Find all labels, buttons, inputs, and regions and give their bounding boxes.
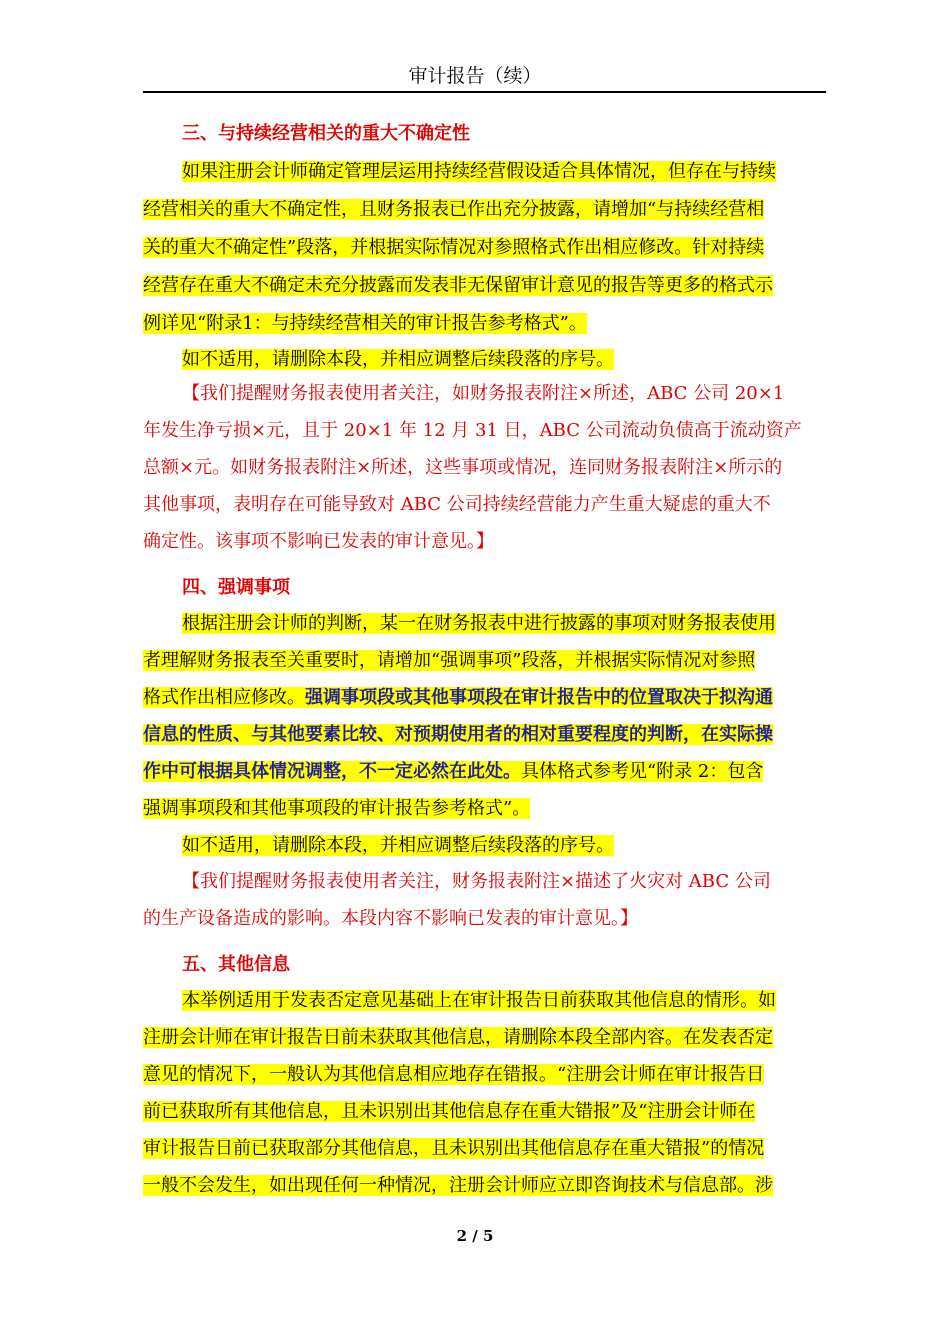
section-3-para-1-line: 例详见“附录1：与持续经营相关的审计报告参考格式”。	[143, 313, 587, 334]
section-4-para-1-line: 强调事项段和其他事项段的审计报告参考格式”。	[143, 798, 531, 819]
section-5-para-1-line: 一般不会发生，如出现任何一种情况，注册会计师应立即咨询技术与信息部。涉	[143, 1175, 773, 1196]
section-4-para-3-line: 的生产设备造成的影响。本段内容不影响已发表的审计意见。】	[143, 908, 638, 929]
section-3-para-3-line: 【我们提醒财务报表使用者关注，如财务报表附注×所述，ABC 公司 20×1	[182, 383, 785, 404]
section-4-heading: 四、强调事项	[182, 577, 290, 598]
section-4-para-1-line: 格式作出相应修改。强调事项段或其他事项段在审计报告中的位置取决于拟沟通	[143, 687, 773, 708]
section-5-para-1-line: 本举例适用于发表否定意见基础上在审计报告日前获取其他信息的情形。如	[182, 990, 776, 1011]
section-3-para-1-line: 如果注册会计师确定管理层运用持续经营假设适合具体情况，但存在与持续	[182, 161, 776, 182]
section-5-para-1-line: 前已获取所有其他信息，且未识别出其他信息存在重大错报”及“注册会计师在	[143, 1101, 756, 1122]
section-3-para-1-line: 经营存在重大不确定未充分披露而发表非无保留审计意见的报告等更多的格式示	[143, 275, 773, 296]
section-3-para-3-line: 总额×元。如财务报表附注×所述，这些事项或情况，连同财务报表附注×所示的	[143, 457, 783, 478]
section-4-para-1-line: 者理解财务报表至关重要时，请增加“强调事项”段落，并根据实际情况对参照	[143, 650, 756, 671]
section-3-para-3-line: 年发生净亏损×元，且于 20×1 年 12 月 31 日，ABC 公司流动负债高于流动资产	[143, 420, 802, 441]
header-rule	[143, 91, 826, 93]
section-3-para-3-line: 确定性。该事项不影响已发表的审计意见。】	[143, 531, 494, 552]
section-5-para-1-line: 注册会计师在审计报告日前未获取其他信息，请删除本段全部内容。在发表否定	[143, 1027, 773, 1048]
page-header-title: 审计报告（续）	[408, 65, 542, 87]
section-3-para-3-line: 其他事项，表明存在可能导致对 ABC 公司持续经营能力产生重大疑虑的重大不	[143, 494, 771, 515]
section-5-para-1-line: 意见的情况下，一般认为其他信息相应地存在错报。“注册会计师在审计报告日	[143, 1064, 765, 1085]
section-3-para-1-line: 经营相关的重大不确定性，且财务报表已作出充分披露，请增加“与持续经营相	[143, 199, 765, 220]
section-4-para-1-line: 作中可根据具体情况调整，不一定必然在此处。具体格式参考见“附录 2：包含	[143, 761, 764, 782]
section-5-para-1-line: 审计报告日前已获取部分其他信息，且未识别出其他信息存在重大错报”的情况	[143, 1138, 765, 1159]
section-4-para-1-line: 根据注册会计师的判断，某一在财务报表中进行披露的事项对财务报表使用	[182, 613, 776, 634]
section-3-heading: 三、与持续经营相关的重大不确定性	[182, 123, 470, 144]
section-4-para-2: 如不适用，请删除本段，并相应调整后续段落的序号。	[182, 835, 614, 856]
page-number: 2 / 5	[456, 1227, 494, 1245]
section-4-para-3-line: 【我们提醒财务报表使用者关注，财务报表附注×描述了火灾对 ABC 公司	[182, 871, 771, 892]
section-4-para-1-line: 信息的性质、与其他要素比较、对预期使用者的相对重要程度的判断，在实际操	[143, 724, 773, 745]
section-5-heading: 五、其他信息	[182, 954, 290, 975]
section-3-para-2: 如不适用，请删除本段，并相应调整后续段落的序号。	[182, 349, 614, 370]
section-3-para-1-line: 关的重大不确定性”段落，并根据实际情况对参照格式作出相应修改。针对持续	[143, 237, 765, 258]
